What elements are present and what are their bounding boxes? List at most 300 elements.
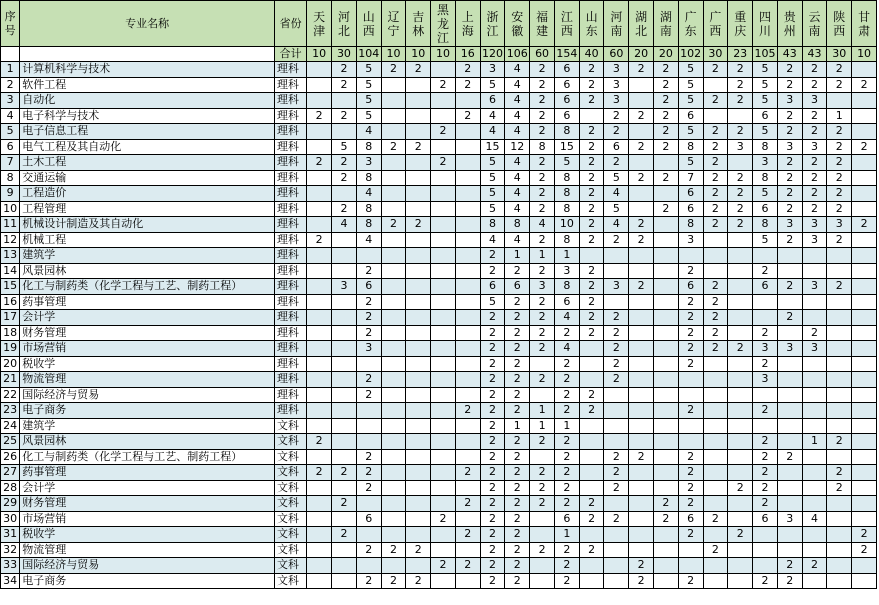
quota-cell <box>332 356 357 372</box>
quota-cell: 4 <box>332 217 357 233</box>
quota-cell <box>356 418 381 434</box>
quota-cell: 2 <box>505 434 530 450</box>
province-header: 上 海 <box>455 1 480 47</box>
quota-cell: 2 <box>579 542 604 558</box>
quota-cell <box>629 511 654 527</box>
quota-cell: 2 <box>629 217 654 233</box>
quota-cell: 2 <box>505 542 530 558</box>
quota-cell: 2 <box>703 279 728 295</box>
quota-cell <box>629 527 654 543</box>
quota-cell: 2 <box>703 511 728 527</box>
province-header: 天 津 <box>307 1 332 47</box>
quota-cell <box>703 496 728 512</box>
row-index: 34 <box>1 573 20 589</box>
quota-cell <box>728 496 753 512</box>
quota-cell: 2 <box>530 496 555 512</box>
quota-cell <box>406 387 431 403</box>
quota-cell: 1 <box>530 418 555 434</box>
quota-cell: 2 <box>530 294 555 310</box>
quota-cell: 4 <box>604 217 629 233</box>
quota-cell <box>629 93 654 109</box>
quota-cell <box>307 403 332 419</box>
quota-cell <box>455 232 480 248</box>
quota-cell: 2 <box>827 124 852 140</box>
quota-cell: 2 <box>703 155 728 171</box>
quota-cell: 2 <box>455 403 480 419</box>
row-index: 5 <box>1 124 20 140</box>
province-header: 四 川 <box>753 1 778 47</box>
quota-cell: 2 <box>579 387 604 403</box>
province-total: 20 <box>654 47 679 62</box>
quota-cell <box>332 263 357 279</box>
table-row <box>1 573 877 589</box>
quota-cell <box>431 170 456 186</box>
quota-cell: 3 <box>753 372 778 388</box>
quota-cell: 2 <box>480 434 505 450</box>
quota-cell: 8 <box>356 217 381 233</box>
quota-cell <box>802 465 827 481</box>
quota-cell <box>381 418 406 434</box>
quota-cell: 2 <box>678 325 703 341</box>
quota-cell <box>530 558 555 574</box>
quota-cell <box>827 527 852 543</box>
major-name: 工程管理 <box>20 201 275 217</box>
quota-cell: 2 <box>505 372 530 388</box>
table-row <box>1 155 877 171</box>
quota-cell: 2 <box>629 62 654 78</box>
quota-cell <box>356 527 381 543</box>
quota-cell: 4 <box>505 232 530 248</box>
quota-cell: 2 <box>455 496 480 512</box>
subject-type: 理科 <box>274 186 306 202</box>
quota-cell <box>431 232 456 248</box>
quota-cell <box>307 310 332 326</box>
quota-cell: 2 <box>678 310 703 326</box>
table-row <box>1 325 877 341</box>
quota-cell: 4 <box>554 341 579 357</box>
quota-cell: 2 <box>579 77 604 93</box>
quota-cell <box>406 248 431 264</box>
quota-cell <box>332 511 357 527</box>
quota-cell <box>852 325 877 341</box>
quota-cell <box>852 573 877 589</box>
quota-cell <box>852 480 877 496</box>
quota-cell <box>827 325 852 341</box>
quota-cell: 5 <box>753 232 778 248</box>
quota-cell <box>455 248 480 264</box>
quota-cell <box>431 496 456 512</box>
quota-cell: 2 <box>852 217 877 233</box>
quota-cell: 2 <box>505 403 530 419</box>
quota-cell <box>431 248 456 264</box>
quota-cell: 3 <box>753 155 778 171</box>
subject-type: 理科 <box>274 62 306 78</box>
major-name: 药事管理 <box>20 294 275 310</box>
quota-cell: 2 <box>530 62 555 78</box>
quota-cell <box>406 449 431 465</box>
quota-cell: 2 <box>505 325 530 341</box>
quota-cell <box>777 434 802 450</box>
major-header: 专业名称 <box>20 1 275 47</box>
table-row <box>1 201 877 217</box>
quota-cell <box>431 263 456 279</box>
row-index: 22 <box>1 387 20 403</box>
quota-cell: 2 <box>678 341 703 357</box>
quota-cell: 6 <box>356 279 381 295</box>
quota-cell: 5 <box>753 186 778 202</box>
quota-cell <box>728 356 753 372</box>
quota-cell: 2 <box>505 310 530 326</box>
quota-cell <box>629 434 654 450</box>
quota-cell: 2 <box>480 387 505 403</box>
quota-cell: 4 <box>356 232 381 248</box>
quota-cell: 2 <box>629 573 654 589</box>
quota-cell <box>356 356 381 372</box>
quota-cell: 2 <box>579 201 604 217</box>
subject-type: 理科 <box>274 93 306 109</box>
quota-cell: 2 <box>753 573 778 589</box>
quota-cell <box>406 558 431 574</box>
quota-cell <box>703 77 728 93</box>
quota-cell <box>381 232 406 248</box>
quota-cell <box>332 573 357 589</box>
quota-cell: 2 <box>777 155 802 171</box>
quota-cell <box>802 542 827 558</box>
quota-cell: 2 <box>703 93 728 109</box>
quota-cell: 6 <box>554 77 579 93</box>
row-index: 33 <box>1 558 20 574</box>
quota-cell <box>852 108 877 124</box>
quota-cell <box>579 108 604 124</box>
quota-cell <box>654 480 679 496</box>
quota-cell <box>455 124 480 140</box>
quota-cell <box>406 294 431 310</box>
quota-cell: 6 <box>554 108 579 124</box>
row-index: 12 <box>1 232 20 248</box>
quota-cell: 2 <box>505 449 530 465</box>
table-row <box>1 511 877 527</box>
quota-cell <box>629 325 654 341</box>
quota-cell: 2 <box>827 186 852 202</box>
quota-cell <box>629 387 654 403</box>
quota-cell <box>728 155 753 171</box>
quota-cell <box>728 418 753 434</box>
quota-cell <box>406 279 431 295</box>
quota-cell <box>852 279 877 295</box>
quota-cell: 2 <box>455 77 480 93</box>
quota-cell <box>728 449 753 465</box>
table-row <box>1 217 877 233</box>
quota-cell: 2 <box>455 465 480 481</box>
quota-cell: 2 <box>554 573 579 589</box>
quota-cell <box>654 310 679 326</box>
quota-cell <box>406 434 431 450</box>
quota-cell <box>827 449 852 465</box>
quota-cell <box>381 558 406 574</box>
quota-cell: 5 <box>753 93 778 109</box>
quota-cell <box>802 527 827 543</box>
quota-cell: 5 <box>356 108 381 124</box>
quota-cell: 2 <box>307 434 332 450</box>
quota-cell: 2 <box>827 480 852 496</box>
quota-cell: 2 <box>827 232 852 248</box>
major-name: 土木工程 <box>20 155 275 171</box>
subject-type: 理科 <box>274 325 306 341</box>
quota-cell: 2 <box>604 232 629 248</box>
quota-cell: 2 <box>307 155 332 171</box>
quota-cell <box>307 170 332 186</box>
quota-cell: 2 <box>728 201 753 217</box>
quota-cell: 2 <box>802 201 827 217</box>
quota-cell <box>455 186 480 202</box>
quota-cell <box>431 186 456 202</box>
major-name: 税收学 <box>20 527 275 543</box>
quota-cell: 2 <box>505 263 530 279</box>
quota-cell: 2 <box>654 62 679 78</box>
quota-cell <box>431 310 456 326</box>
quota-cell: 6 <box>678 279 703 295</box>
table-row <box>1 124 877 140</box>
quota-cell <box>307 542 332 558</box>
quota-cell <box>728 387 753 403</box>
quota-cell: 3 <box>802 279 827 295</box>
quota-cell: 2 <box>827 434 852 450</box>
quota-cell <box>852 294 877 310</box>
quota-cell <box>629 418 654 434</box>
row-index: 15 <box>1 279 20 295</box>
quota-cell <box>381 248 406 264</box>
quota-cell <box>381 372 406 388</box>
quota-cell: 8 <box>554 170 579 186</box>
quota-cell: 2 <box>356 263 381 279</box>
quota-cell: 8 <box>678 217 703 233</box>
quota-cell: 2 <box>530 201 555 217</box>
quota-cell <box>455 449 480 465</box>
table-row <box>1 542 877 558</box>
quota-cell <box>629 77 654 93</box>
subject-type: 文科 <box>274 496 306 512</box>
quota-cell <box>406 527 431 543</box>
quota-cell: 1 <box>554 527 579 543</box>
quota-cell <box>852 372 877 388</box>
quota-cell: 8 <box>554 124 579 140</box>
quota-cell: 2 <box>530 341 555 357</box>
quota-cell: 2 <box>505 341 530 357</box>
quota-cell: 2 <box>406 542 431 558</box>
quota-cell <box>827 403 852 419</box>
row-index: 3 <box>1 93 20 109</box>
quota-cell: 5 <box>753 124 778 140</box>
province-total: 16 <box>455 47 480 62</box>
quota-cell <box>703 263 728 279</box>
quota-cell <box>307 418 332 434</box>
quota-cell <box>802 387 827 403</box>
quota-cell: 2 <box>777 62 802 78</box>
quota-cell <box>728 279 753 295</box>
quota-cell <box>579 573 604 589</box>
quota-cell <box>654 232 679 248</box>
province-total: 10 <box>431 47 456 62</box>
quota-cell <box>629 480 654 496</box>
quota-cell: 6 <box>753 201 778 217</box>
quota-cell <box>629 155 654 171</box>
quota-cell <box>307 139 332 155</box>
quota-cell: 2 <box>654 170 679 186</box>
quota-cell: 2 <box>406 139 431 155</box>
quota-cell: 12 <box>505 139 530 155</box>
quota-cell <box>827 573 852 589</box>
quota-cell <box>753 527 778 543</box>
quota-cell: 15 <box>480 139 505 155</box>
quota-cell <box>852 186 877 202</box>
quota-cell <box>431 294 456 310</box>
table-row <box>1 170 877 186</box>
quota-cell: 3 <box>777 511 802 527</box>
quota-cell <box>753 387 778 403</box>
quota-cell: 5 <box>678 62 703 78</box>
quota-cell <box>332 341 357 357</box>
quota-cell <box>654 527 679 543</box>
quota-cell <box>728 294 753 310</box>
quota-cell: 2 <box>777 573 802 589</box>
row-index: 2 <box>1 77 20 93</box>
quota-cell <box>332 387 357 403</box>
row-index: 14 <box>1 263 20 279</box>
quota-cell <box>431 418 456 434</box>
quota-cell <box>381 356 406 372</box>
quota-cell <box>530 573 555 589</box>
table-row <box>1 527 877 543</box>
major-name: 电子科学与技术 <box>20 108 275 124</box>
quota-cell <box>307 62 332 78</box>
quota-cell: 4 <box>505 170 530 186</box>
quota-cell: 5 <box>356 77 381 93</box>
quota-cell <box>654 418 679 434</box>
subject-type: 文科 <box>274 558 306 574</box>
quota-cell: 2 <box>480 558 505 574</box>
quota-cell: 5 <box>678 93 703 109</box>
quota-cell: 4 <box>356 124 381 140</box>
quota-cell <box>728 310 753 326</box>
quota-cell: 2 <box>728 93 753 109</box>
table-row <box>1 263 877 279</box>
province-total: 30 <box>332 47 357 62</box>
quota-cell <box>852 403 877 419</box>
province-total: 43 <box>802 47 827 62</box>
province-header: 广 西 <box>703 1 728 47</box>
province-header: 湖 南 <box>654 1 679 47</box>
quota-cell: 2 <box>579 325 604 341</box>
table-row <box>1 465 877 481</box>
quota-cell <box>629 372 654 388</box>
quota-cell <box>604 248 629 264</box>
quota-cell: 2 <box>530 232 555 248</box>
quota-cell: 3 <box>802 232 827 248</box>
quota-cell: 5 <box>678 77 703 93</box>
row-index: 24 <box>1 418 20 434</box>
quota-cell <box>406 124 431 140</box>
quota-cell <box>455 139 480 155</box>
quota-cell: 2 <box>604 124 629 140</box>
quota-cell <box>654 372 679 388</box>
quota-cell: 2 <box>530 93 555 109</box>
quota-cell <box>455 310 480 326</box>
subject-type: 文科 <box>274 434 306 450</box>
subject-type: 理科 <box>274 108 306 124</box>
quota-cell <box>802 573 827 589</box>
quota-cell <box>431 62 456 78</box>
quota-cell <box>703 387 728 403</box>
quota-cell <box>455 263 480 279</box>
quota-cell: 2 <box>332 496 357 512</box>
quota-cell <box>604 496 629 512</box>
quota-cell: 4 <box>505 62 530 78</box>
quota-cell: 2 <box>505 496 530 512</box>
quota-cell <box>356 248 381 264</box>
quota-cell <box>332 232 357 248</box>
quota-cell: 2 <box>579 403 604 419</box>
quota-cell <box>332 558 357 574</box>
quota-cell: 2 <box>505 356 530 372</box>
quota-cell: 2 <box>356 325 381 341</box>
quota-cell <box>827 310 852 326</box>
major-name: 国际经济与贸易 <box>20 387 275 403</box>
quota-cell <box>604 542 629 558</box>
quota-cell: 2 <box>604 341 629 357</box>
row-index: 28 <box>1 480 20 496</box>
quota-cell <box>728 542 753 558</box>
quota-cell: 3 <box>356 341 381 357</box>
quota-cell <box>629 248 654 264</box>
quota-cell: 2 <box>356 387 381 403</box>
quota-cell: 1 <box>505 248 530 264</box>
quota-cell <box>381 496 406 512</box>
quota-cell: 2 <box>678 449 703 465</box>
quota-cell <box>406 170 431 186</box>
province-total: 10 <box>307 47 332 62</box>
quota-cell: 2 <box>728 62 753 78</box>
quota-cell: 2 <box>678 573 703 589</box>
quota-cell: 2 <box>332 77 357 93</box>
quota-cell <box>579 372 604 388</box>
province-header: 安 徽 <box>505 1 530 47</box>
quota-cell: 5 <box>604 170 629 186</box>
quota-cell: 2 <box>728 124 753 140</box>
table-row <box>1 434 877 450</box>
quota-cell <box>307 480 332 496</box>
quota-cell: 2 <box>654 93 679 109</box>
quota-cell: 3 <box>802 341 827 357</box>
quota-cell <box>332 480 357 496</box>
quota-cell: 2 <box>654 139 679 155</box>
row-index: 17 <box>1 310 20 326</box>
quota-cell: 6 <box>753 511 778 527</box>
quota-cell: 2 <box>554 480 579 496</box>
quota-cell: 2 <box>629 558 654 574</box>
quota-cell <box>629 465 654 481</box>
quota-cell <box>406 232 431 248</box>
subject-type: 理科 <box>274 294 306 310</box>
major-name: 税收学 <box>20 356 275 372</box>
quota-cell <box>654 217 679 233</box>
row-index: 21 <box>1 372 20 388</box>
quota-cell <box>431 449 456 465</box>
row-index: 18 <box>1 325 20 341</box>
major-name: 化工与制药类（化学工程与工艺、制药工程） <box>20 279 275 295</box>
quota-cell: 2 <box>802 325 827 341</box>
quota-cell: 2 <box>455 108 480 124</box>
quota-cell: 3 <box>777 217 802 233</box>
